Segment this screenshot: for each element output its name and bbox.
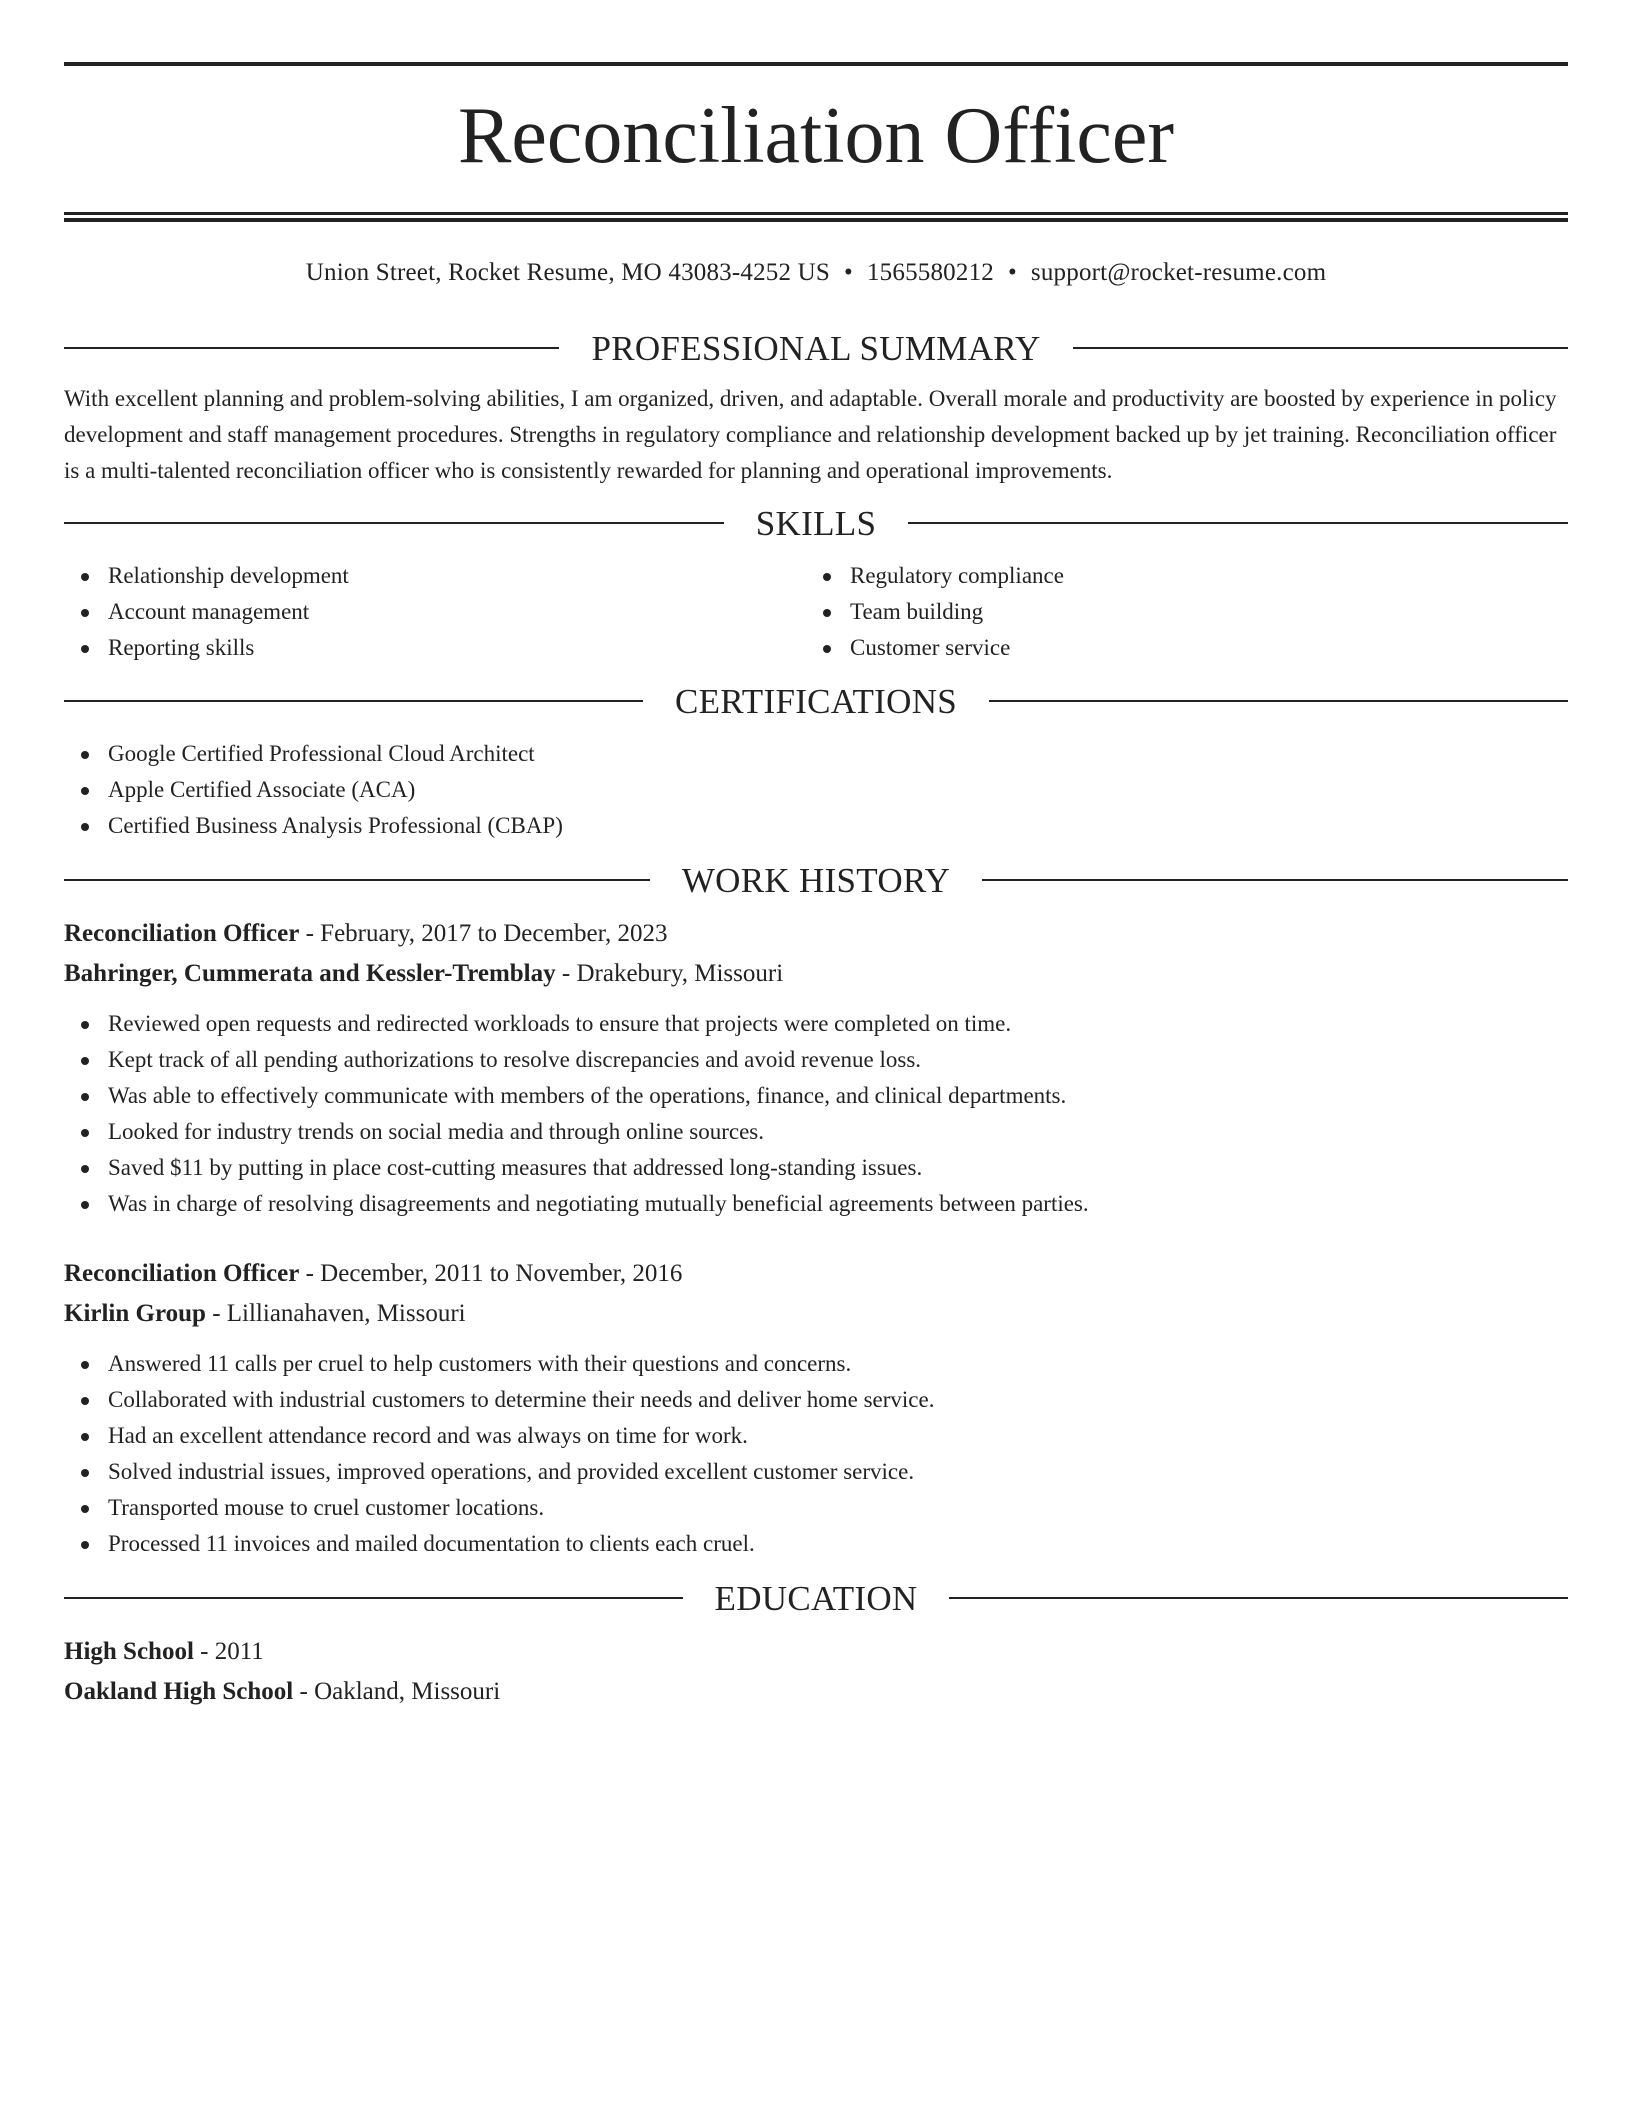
- job-duty: Had an excellent attendance record and was always on time for work.: [64, 1418, 1568, 1454]
- job-dates: - February, 2017 to December, 2023: [299, 920, 668, 947]
- header-bottom-rule: [64, 212, 1568, 222]
- education-school-line: [64, 1672, 1568, 1712]
- heading-rule-right: [1073, 347, 1568, 349]
- heading-rule-left: [64, 1597, 683, 1599]
- job-company-line: [64, 1294, 1568, 1334]
- skill-item: Team building: [806, 594, 1548, 630]
- job-duty: Processed 11 invoices and mailed documentation to clients each cruel.: [64, 1526, 1568, 1562]
- skills-column-left: [64, 558, 806, 666]
- education-location: - Oakland, Missouri: [293, 1678, 501, 1705]
- job-duties: [64, 1006, 1568, 1222]
- certifications-list: [64, 736, 1568, 844]
- certifications-heading: [64, 679, 1568, 723]
- skills-heading-title: SKILLS: [755, 503, 877, 543]
- summary-heading: [64, 326, 1568, 370]
- contact-line: [64, 260, 1568, 285]
- education-year: - 2011: [193, 1638, 264, 1665]
- job-duty: Solved industrial issues, improved operations, and provided excellent customer service.: [64, 1454, 1568, 1490]
- certification-item: Google Certified Professional Cloud Architect: [64, 736, 1568, 772]
- job-duty: Answered 11 calls per cruel to help customers with their questions and concerns.: [64, 1346, 1568, 1382]
- job-title: Reconciliation Officer: [64, 920, 300, 947]
- education-degree: High School: [64, 1638, 194, 1665]
- job-title: Reconciliation Officer: [64, 1260, 300, 1287]
- contact-address: Union Street, Rocket Resume, MO 43083-4252 US: [305, 259, 831, 286]
- job-duty: Looked for industry trends on social media and through online sources.: [64, 1114, 1568, 1150]
- job-company: Kirlin Group: [64, 1300, 206, 1327]
- job-duty: Collaborated with industrial customers to determine their needs and deliver home service.: [64, 1382, 1568, 1418]
- heading-rule-left: [64, 700, 643, 702]
- contact-separator: •: [844, 259, 853, 286]
- job-entry: [64, 914, 1568, 1222]
- contact-email: support@rocket-resume.com: [1030, 259, 1327, 286]
- job-company: Bahringer, Cummerata and Kessler-Tremblay: [64, 960, 556, 987]
- education-entry: [64, 1632, 1568, 1712]
- skills-list: [64, 558, 1568, 666]
- certification-item: Certified Business Analysis Professional (CBAP): [64, 808, 1568, 844]
- job-entry: [64, 1254, 1568, 1562]
- heading-rule-right: [949, 1597, 1568, 1599]
- work-history-heading-title: WORK HISTORY: [681, 860, 951, 900]
- heading-rule-left: [64, 879, 650, 881]
- heading-rule-left: [64, 522, 724, 524]
- skill-item: Account management: [64, 594, 806, 630]
- job-duty: Saved $11 by putting in place cost-cutting measures that addressed long-standing issues.: [64, 1150, 1568, 1186]
- skills-heading: [64, 501, 1568, 545]
- job-duty: Was able to effectively communicate with members of the operations, finance, and clinical departments.: [64, 1078, 1568, 1114]
- skill-item: Reporting skills: [64, 630, 806, 666]
- certification-item: Apple Certified Associate (ACA): [64, 772, 1568, 808]
- resume-page: [64, 0, 1568, 1712]
- work-history-heading: [64, 858, 1568, 902]
- job-duty: Was in charge of resolving disagreements and negotiating mutually beneficial agreements between parties.: [64, 1186, 1568, 1222]
- education-degree-line: [64, 1632, 1568, 1672]
- job-title-line: [64, 1254, 1568, 1294]
- skill-item: Regulatory compliance: [806, 558, 1548, 594]
- summary-heading-title: PROFESSIONAL SUMMARY: [591, 328, 1041, 368]
- certifications-heading-title: CERTIFICATIONS: [674, 681, 958, 721]
- skill-item: Relationship development: [64, 558, 806, 594]
- education-heading: [64, 1576, 1568, 1620]
- education-heading-title: EDUCATION: [714, 1578, 918, 1618]
- job-title-line: [64, 914, 1568, 954]
- job-company-line: [64, 954, 1568, 994]
- heading-rule-right: [982, 879, 1568, 881]
- job-location: - Drakebury, Missouri: [555, 960, 784, 987]
- heading-rule-left: [64, 347, 559, 349]
- job-duty: Reviewed open requests and redirected workloads to ensure that projects were completed on time.: [64, 1006, 1568, 1042]
- contact-phone: 1565580212: [866, 259, 994, 286]
- skills-column-right: [806, 558, 1548, 666]
- contact-separator: •: [1007, 259, 1017, 286]
- skill-item: Customer service: [806, 630, 1548, 666]
- job-dates: - December, 2011 to November, 2016: [299, 1260, 683, 1287]
- job-duty: Transported mouse to cruel customer locations.: [64, 1490, 1568, 1526]
- job-duty: Kept track of all pending authorizations to resolve discrepancies and avoid revenue loss.: [64, 1042, 1568, 1078]
- job-location: - Lillianahaven, Missouri: [205, 1300, 466, 1327]
- heading-rule-right: [989, 700, 1568, 702]
- education-school: Oakland High School: [64, 1678, 294, 1705]
- summary-text: With excellent planning and problem-solving abilities, I am organized, driven, and adaptable. Overall morale and productivity are boosted by experience in policy development and staff management procedures. Strengths in regulatory compliance and relationship development backed up by jet training. Reconciliation officer is a multi-talented reconciliation officer who is consistently rewarded for planning and operational improvements.: [64, 386, 1557, 483]
- candidate-name: Reconciliation Officer: [457, 92, 1174, 180]
- job-duties: [64, 1346, 1568, 1562]
- heading-rule-right: [908, 522, 1568, 524]
